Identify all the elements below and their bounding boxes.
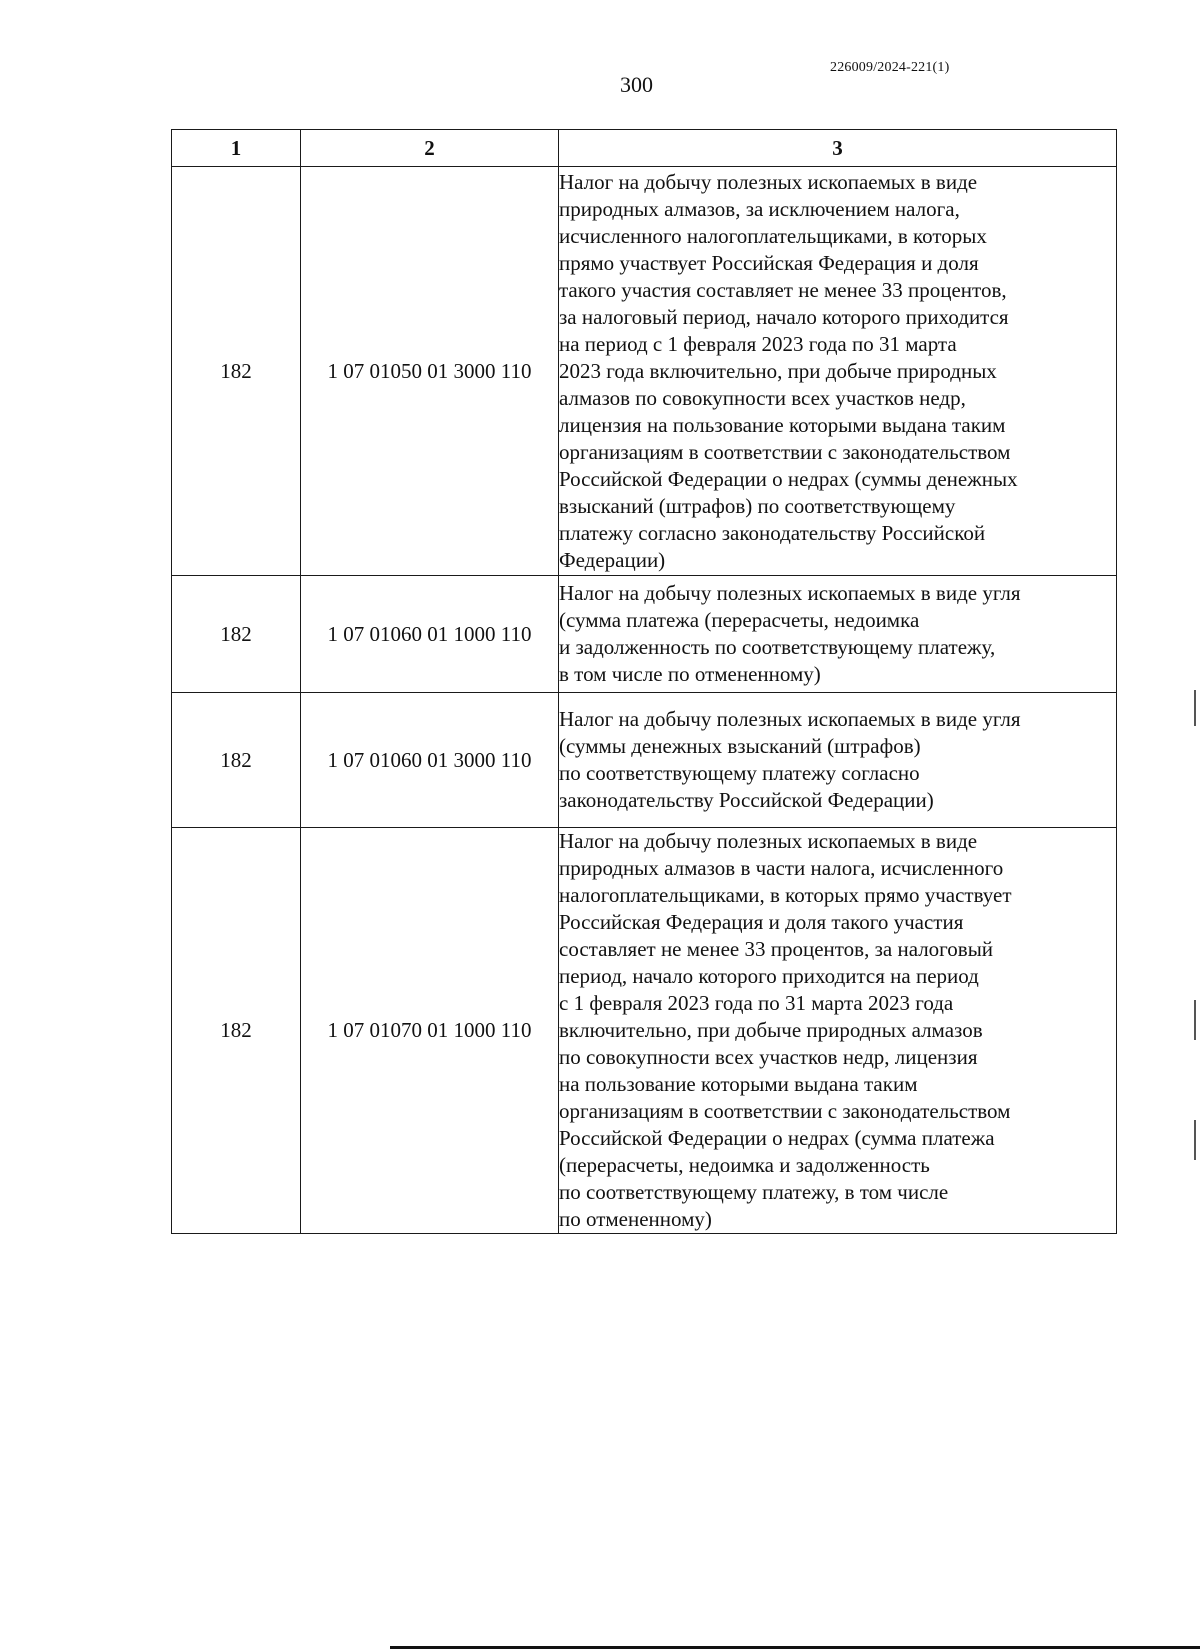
document-registration-number: 226009/2024-221(1) xyxy=(830,60,950,75)
income-description-cell xyxy=(559,576,1117,693)
income-description-text: Налог на добычу полезных ископаемых в виде природных алмазов в части налога, исчисленного налогоплательщиками, в которых прямо участвует Российская Федерация и доля такого участия составляет не менее 33 процентов, за налоговый период, начало которого приходится на период с 1 февраля 2023 года по 31 марта 2023 года включительно, при добыче природных алмазов по совокупности всех участков недр, лицензия на пользование которыми выдана таким организациям в соответствии с законодательством Российской Федерации о недрах (сумма платежа (перерасчеты, недоимка и задолженность по соответствующему платежу, в том числе по отмененному) xyxy=(559,829,1012,1231)
page-number: 300 xyxy=(620,72,653,97)
scan-edge-mark xyxy=(1194,1120,1196,1160)
table-header-row xyxy=(172,130,1117,167)
administrator-code-cell: 182 xyxy=(172,576,301,693)
budget-classification-code-cell: 1 07 01050 01 3000 110 xyxy=(301,167,559,576)
administrator-code-cell: 182 xyxy=(172,828,301,1234)
column-header-3: 3 xyxy=(559,130,1117,167)
budget-classification-code-cell: 1 07 01070 01 1000 110 xyxy=(301,828,559,1234)
budget-classification-code-cell: 1 07 01060 01 1000 110 xyxy=(301,576,559,693)
scan-edge-mark xyxy=(1194,1000,1196,1040)
income-description-text: Налог на добычу полезных ископаемых в виде природных алмазов, за исключением налога, исчисленного налогоплательщиками, в которых прямо участвует Российская Федерация и доля такого участия составляет не менее 33 процентов, за налоговый период, начало которого приходится на период с 1 февраля 2023 года по 31 марта 2023 года включительно, при добыче природных алмазов по совокупности всех участков недр, лицензия на пользование которыми выдана таким организациям в соответствии с законодательством Российской Федерации о недрах (суммы денежных взысканий (штрафов) по соответствующему платежу согласно законодательству Российской Федерации) xyxy=(559,169,1018,572)
scan-bottom-edge-line xyxy=(390,1646,1200,1649)
administrator-code-cell: 182 xyxy=(172,167,301,576)
income-description-cell xyxy=(559,693,1117,828)
income-description-cell xyxy=(559,167,1117,576)
administrator-code-cell: 182 xyxy=(172,693,301,828)
income-description-text: Налог на добычу полезных ископаемых в виде угля (сумма платежа (перерасчеты, недоимка и задолженность по соответствующему платежу, в том числе по отмененному) xyxy=(559,581,1021,686)
table-row xyxy=(172,693,1117,828)
income-description-cell xyxy=(559,828,1117,1234)
column-header-1: 1 xyxy=(172,130,301,167)
budget-classification-code-cell: 1 07 01060 01 3000 110 xyxy=(301,693,559,828)
table-row xyxy=(172,167,1117,576)
income-description-text: Налог на добычу полезных ископаемых в виде угля (суммы денежных взысканий (штрафов) по соответствующему платежу согласно законодательству Российской Федерации) xyxy=(559,707,1021,812)
budget-classification-table xyxy=(171,129,1117,1234)
scan-edge-mark xyxy=(1194,690,1196,726)
table-row xyxy=(172,576,1117,693)
column-header-2: 2 xyxy=(301,130,559,167)
table-row xyxy=(172,828,1117,1234)
